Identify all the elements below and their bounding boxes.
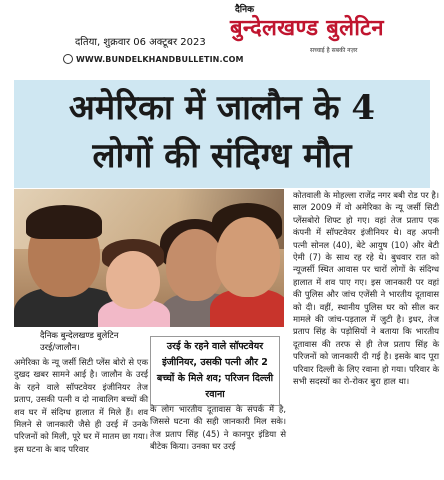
sub-headline-callout: उरई के रहने वाले सॉफ्टवेयर इंजीनियर, उसकी पत्नी और 2 बच्चों के मिले शव; परिजन दिल्ली रवाना bbox=[150, 336, 280, 406]
headline-line-1: अमेरिका में जालौन के 4 bbox=[68, 88, 376, 128]
brand-logo: बुन्देलखण्ड बुलेटिन bbox=[230, 16, 384, 41]
globe-icon bbox=[63, 54, 73, 64]
article-column-left: अमेरिका के न्यू जर्सी सिटी प्लेंस बोरो से एक दुखद खबर सामने आई है। जालौन के उरई के रहने वाले सॉफ्टवेयर इंजीनियर तेज प्रताप, उसकी पत्नी व दो नाबालिग बच्चों की शव घर में संदिग्ध हालात में मिले हैं। शव मिलने से जानकारी जैसे ही उरई में उनके परिजनों को मिली, पूरे घर में मातम छा गया। इस घटना के बाद परिवार bbox=[14, 357, 148, 454]
headline bbox=[14, 84, 430, 180]
dateline: दतिया, शुक्रवार 06 अक्टूबर 2023 bbox=[75, 37, 206, 48]
brand-tagline: सच्चाई है सबकी नज़र bbox=[310, 47, 358, 54]
article-column-right: कोतवाली के मोहल्ला राजेंद्र नगर बबी रोड पर है। साल 2009 में वो अमेरिका के न्यू जर्सी सिटी प्लेंसबोरो शिफ्ट हो गए। वहां तेज प्रताप एक कंपनी में सॉफ्टवेयर इंजीनियर थे। वह अपनी पत्नी सोनल (40), बेटे आयुष (10) और बेटी ऐमी (7) के साथ रह रहे थे। बुधवार रात को न्यूजर्सी स्थित आवास पर चारों लोगों के संदिग्ध हालात में शव पाए गए। इस जानकारी पर वहां की पुलिस और जांच एजेंसी ने भारतीय दूतावास को दी। वहीं, स्थानीय पुलिस घर को सील कर मामले की जांच-पड़ताल में जुटी है। इधर, तेज प्रताप सिंह के पड़ोसियों ने बताया कि भारतीय दूतावास की तरफ से ही तेज प्रताप सिंह के परिजनों को जानकारी दी गई है। इसके बाद पूरा परिवार दिल्ली के लिए रवाना हो गया। परिवार के सभी सदस्यों का रो-रोकर बुरा हाल था। bbox=[293, 190, 439, 387]
headline-line-2: लोगों की संदिग्ध मौत bbox=[92, 136, 352, 176]
credit-line-1: दैनिक बुन्देलखण्ड बुलेटिन bbox=[40, 331, 119, 341]
brand-prefix: दैनिक bbox=[235, 5, 255, 15]
article-column-middle: के लोग भारतीय दूतावास के संपर्क में है, जिससे घटना की सही जानकारी मिल सके। तेज प्रताप सिंह (45) ने कानपुर इंडिया से बीटेक किया। उनका घर उरई bbox=[150, 404, 286, 452]
family-photo bbox=[14, 189, 284, 327]
person-hair bbox=[26, 205, 102, 239]
website-url[interactable]: WWW.BUNDELKHANDBULLETIN.COM bbox=[76, 55, 244, 64]
person-face bbox=[106, 251, 160, 309]
credit-line-2: उरई/जालौन। bbox=[40, 343, 80, 353]
masthead bbox=[0, 0, 444, 74]
person-face bbox=[216, 217, 280, 297]
